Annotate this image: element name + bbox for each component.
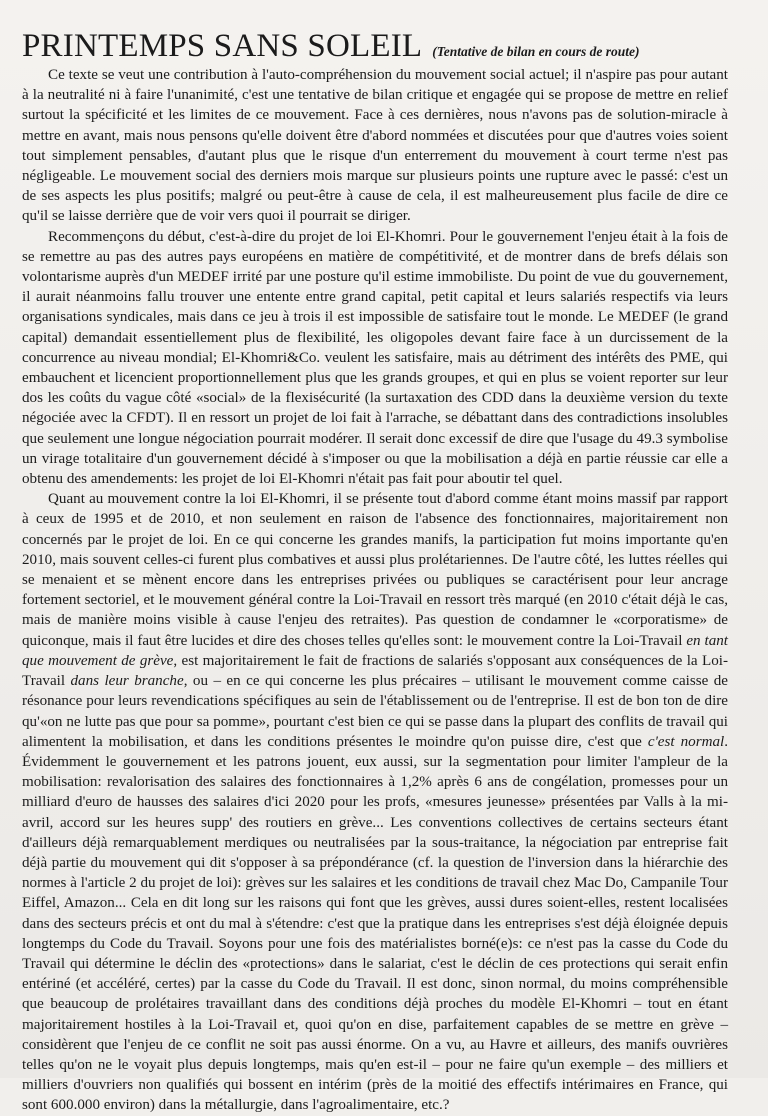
text-run: . Évidemment le gouvernement et les patrons jouent, eux aussi, sur la segmentation pour limiter l'ampleur de la mobilisation: revalorisation des salaires des fonctionnaires à 1,2% après 6 ans de congélation, promesses pour un milliard d'euro de hausses des salaires d'ici 2020 pour les profs, «mesures jeunesse» présentées par Valls à la mi-avril, accord sur les heures supp' des routiers en grève... Les conventions collectives de certains secteurs étant d'ailleurs déjà remarquablement merdiques ou neutralisées par la sous-traitance, la négociation par entreprise fait déjà partie du mouvement qui dit s'opposer à sa prépondérance (cf. la question de l'inversion dans la hiérarchie des normes à l'article 2 du projet de loi): grèves sur les salaires et les conditions de travail chez Mac Do, Campanile Tour Eiffel, Amazon... Cela en dit long sur les raisons qui font que les grèves, aussi dures soient-elles, restent localisées dans des secteurs précis et ont du mal à s'étendre: c'est que la pratique dans les entreprises s'est déjà éloignée depuis longtemps du Code du Travail. Soyons pour une fois des matérialistes borné(e)s: ce n'est pas la casse du Code du Travail qui détermine le déclin des «protections» dans le salariat, c'est le déclin de ces protections qui serait enfin entériné (et accéléré, certes) par la casse du Code du Travail. Il est donc, sinon normal, du moins compréhensible que beaucoup de prolétaires travaillant dans des conditions déjà proches du modèle El-Khomri – tout en étant majoritairement hostiles à la Loi-Travail et, quoi qu'on en dise, parfaitement capables de se mettre en grève – considèrent que l'enjeu de ce conflit ne soit pas aussi énorme. On a vu, au Havre et ailleurs, des manifs ouvrières telles qu'on ne le voyait plus depuis longtemps, mais qu'en est-il – pour ne faire qu'un exemple – des milliers et milliers d'ouvriers non qualifiés qui bossent en intérim (près de la moitié des effectifs intérimaires en France, qui sont 600.000 environ) dans la métallurgie, dans l'agroalimentaire, etc.? xyxy=(22,733,728,1114)
document-subtitle: (Tentative de bilan en cours de route) xyxy=(432,44,640,59)
paragraph-2 xyxy=(22,227,728,490)
text-run: Quant au mouvement contre la loi El-Khomri, il se présente tout d'abord comme étant moins massif par rapport à ceux de 1995 et de 2010, et non seulement en raison de l'absence des fonctionnaires, majoritairement non concernés par le projet de loi. En ce qui concerne les grandes manifs, la participation fut moins importante qu'en 2010, mais souvent celles-ci furent plus combatives et aussi plus prolétariennes. De l'autre côté, les luttes réelles qui se menaient et se mènent encore dans les entreprises privées ou publiques se caractérisent pour leur ancrage fortement sectoriel, et le mouvement général contre la Loi-Travail en ressort très marqué (en 2010 c'était déjà le cas, mais de manière moins visible à cause l'enjeu des retraites). Pas question de condamner le «corporatisme» de quiconque, mais il faut être lucides et dire des choses telles qu'elles sont: le mouvement contre la Loi-Travail xyxy=(22,491,728,649)
italic-phrase: dans leur branche xyxy=(70,673,184,690)
paragraph-3 xyxy=(22,489,728,1115)
text-run: Recommençons du début, c'est-à-dire du projet de loi El-Khomri. Pour le gouvernement l'enjeu était à la fois de se remettre au pas des autres pays européens en matière de compétitivité, et de montrer dans de brefs délais son volontarisme auprès d'un MEDEF irrité par une posture qu'il estime immobiliste. Du point de vue du gouvernement, il aurait néanmoins fallu trouver une entente entre grand capital, petit capital et leurs salariés respectifs via leurs organisations syndicales, mais dans ce jeu à trois il est impossible de satisfaire tout le monde. Le MEDEF (le grand capital) demandait essentiellement plus de flexibilité, les oligopoles devant faire face à un durcissement de la concurrence au niveau mondial; El-Khomri&Co. veulent les satisfaire, mais au détriment des intérêts des PME, qui embauchent et licencient proportionnellement plus que les grands groupes, et qui en plus se voient reporter sur leur dos les coûts du vague côté «social» de la flexisécurité (la surtaxation des CDD dans la deuxième version du texte négociée avec la CFDT). Il en ressort un projet de loi fait à l'arrache, se débattant dans des contradictions insolubles que seulement une longue négociation pourrait modérer. Il serait donc excessif de dire que l'usage du 49.3 symbolise un virage totalitaire d'un gouvernement décidé à s'imposer ou que la mobilisation a déjà en partie réussie car elle a obtenu des amendements: les projet de loi El-Khomri n'était pas fait pour aboutir tel quel. xyxy=(22,228,728,488)
document-body xyxy=(22,65,728,1116)
document-header xyxy=(22,30,728,63)
paragraph-1 xyxy=(22,65,728,227)
text-run: , ou – en ce qui concerne les plus précaires – utilisant le mouvement comme caisse de résonance pour leurs revendications spécifiques au sein de l'établissement ou de l'entreprise. Il est de bon ton de dire qu'«on ne lutte pas que pour sa pomme», pourtant c'est bien ce qui se passe dans la plupart des conflits de travail qui alimentent la mobilisation, et dans les conditions présentes le moindre qu'on puisse dire, c'est que xyxy=(22,673,729,750)
document-title: PRINTEMPS SANS SOLEIL xyxy=(22,28,423,64)
italic-phrase: c'est normal xyxy=(647,733,725,750)
text-run: Ce texte se veut une contribution à l'auto-compréhension du mouvement social actuel; il n'aspire pas pour autant à la neutralité ni à faire l'unanimité, c'est une tentative de bilan critique et engagée qui se propose de mettre en relief surtout la spécificité et les limites de ce mouvement. Face à ces dernières, nous n'avons pas de solution-miracle à mettre en avant, mais nous pensons qu'elle doivent être d'abord nommées et discutées pour que d'autres voies soient tout simplement pensables, d'autant plus que le risque d'un enterrement du mouvement à court terme n'est pas négligeable. Le mouvement social des derniers mois marque sur plusieurs points une rupture avec le passé: c'est un de ses aspects les plus positifs; malgré ou peut-être à cause de cela, il est malheureusement plus facile de dire ce qu'il se laisse derrière que de voir vers quoi il pourrait se diriger. xyxy=(22,67,728,225)
text-run: , est majoritairement le fait de fractions de salariés s'opposant aux conséquences de la Loi-Travail xyxy=(22,652,728,690)
italic-phrase: en tant que mouvement de grève xyxy=(22,632,728,669)
